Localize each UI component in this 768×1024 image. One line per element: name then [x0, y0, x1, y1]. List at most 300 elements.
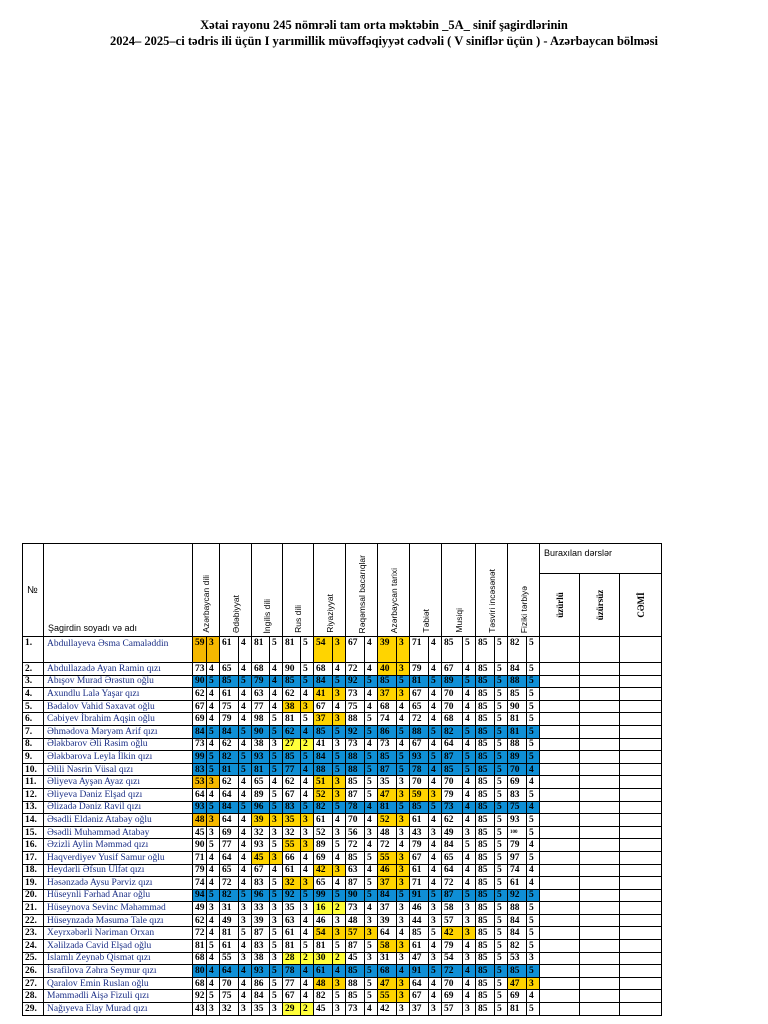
student-name: İslamlı Zeynəb Qismət qızı — [44, 952, 193, 965]
grade-cell: 5 — [495, 902, 508, 915]
grade-cell: 5 — [270, 889, 283, 902]
grade-cell: 3 — [397, 814, 410, 827]
score-cell: 71 — [410, 637, 429, 663]
score-cell: 85 — [508, 688, 527, 701]
grade-cell: 3 — [301, 839, 314, 852]
unexcused-absence-cell — [580, 1003, 620, 1016]
score-cell: 79 — [193, 864, 207, 877]
grade-cell: 5 — [495, 763, 508, 776]
grade-cell: 2 — [301, 952, 314, 965]
score-cell: 64 — [378, 927, 397, 940]
grade-cell: 4 — [207, 977, 220, 990]
grade-cell: 5 — [333, 990, 346, 1003]
row-number: 13. — [23, 801, 44, 814]
grade-cell: 3 — [397, 977, 410, 990]
total-absence-cell — [620, 788, 662, 801]
grade-cell: 4 — [429, 814, 442, 827]
grade-cell: 4 — [463, 864, 476, 877]
student-name: Həsənzadə Aysu Pərviz qızı — [44, 877, 193, 890]
grade-cell: 4 — [239, 864, 252, 877]
score-cell: 69 — [314, 851, 333, 864]
score-cell: 71 — [193, 851, 207, 864]
score-cell: 68 — [252, 663, 270, 676]
table-row — [23, 725, 662, 738]
grade-cell: 4 — [463, 990, 476, 1003]
score-cell: 85 — [476, 763, 495, 776]
grade-cell: 4 — [463, 663, 476, 676]
grade-cell: 5 — [270, 763, 283, 776]
grade-cell: 5 — [429, 751, 442, 764]
excused-absence-cell — [540, 713, 580, 726]
score-cell: 88 — [346, 713, 365, 726]
score-cell: 45 — [252, 851, 270, 864]
grade-cell: 5 — [333, 839, 346, 852]
table-row — [23, 965, 662, 978]
grade-cell: 5 — [527, 826, 540, 839]
grade-cell: 5 — [495, 751, 508, 764]
grade-cell: 5 — [527, 1003, 540, 1016]
score-cell: 66 — [283, 851, 301, 864]
grade-cell: 4 — [301, 990, 314, 1003]
grade-cell: 4 — [527, 990, 540, 1003]
score-cell: 84 — [314, 675, 333, 688]
score-cell: 62 — [283, 776, 301, 789]
total-absence-cell — [620, 851, 662, 864]
score-cell: 73 — [346, 902, 365, 915]
grade-cell: 4 — [429, 688, 442, 701]
score-cell: 71 — [410, 877, 429, 890]
grade-cell: 4 — [239, 851, 252, 864]
grade-cell: 4 — [207, 877, 220, 890]
score-cell: 81 — [508, 1003, 527, 1016]
student-name: Axundlu Lalə Yaşar qızı — [44, 688, 193, 701]
grade-cell: 5 — [333, 940, 346, 953]
student-name: Əliyeva Dəniz Elşad qızı — [44, 788, 193, 801]
score-cell: 84 — [220, 801, 239, 814]
score-cell: 30 — [314, 952, 333, 965]
grade-cell: 4 — [207, 864, 220, 877]
score-cell: 73 — [346, 1003, 365, 1016]
grade-cell: 5 — [495, 952, 508, 965]
grade-cell: 4 — [270, 688, 283, 701]
grade-cell: 5 — [270, 940, 283, 953]
table-row — [23, 675, 662, 688]
unexcused-absence-cell — [580, 952, 620, 965]
row-number: 10. — [23, 763, 44, 776]
excused-absence-cell — [540, 851, 580, 864]
grade-cell: 3 — [270, 914, 283, 927]
score-cell: 75 — [220, 700, 239, 713]
table-row — [23, 637, 662, 663]
score-cell: 85 — [476, 977, 495, 990]
score-cell: 75 — [346, 700, 365, 713]
row-number: 22. — [23, 914, 44, 927]
score-cell: 37 — [378, 902, 397, 915]
score-cell: 83 — [508, 788, 527, 801]
score-cell: 72 — [442, 877, 463, 890]
grade-cell: 3 — [397, 826, 410, 839]
score-cell: 48 — [378, 826, 397, 839]
score-cell: 70 — [508, 763, 527, 776]
score-cell: 81 — [283, 940, 301, 953]
score-cell: 72 — [346, 839, 365, 852]
grade-cell: 4 — [429, 713, 442, 726]
total-absence-cell — [620, 725, 662, 738]
grade-cell: 5 — [301, 889, 314, 902]
grade-cell: 4 — [239, 877, 252, 890]
score-cell: 85 — [476, 688, 495, 701]
score-cell: 37 — [410, 1003, 429, 1016]
row-number: 17. — [23, 851, 44, 864]
score-cell: 91 — [410, 889, 429, 902]
grade-cell: 4 — [429, 763, 442, 776]
grade-cell: 3 — [527, 952, 540, 965]
grade-cell: 4 — [207, 952, 220, 965]
score-cell: 45 — [314, 1003, 333, 1016]
score-cell: 85 — [442, 637, 463, 663]
score-cell: 44 — [410, 914, 429, 927]
grade-cell: 3 — [301, 902, 314, 915]
grades-table — [22, 543, 662, 1016]
row-number: 7. — [23, 725, 44, 738]
grade-cell: 4 — [365, 700, 378, 713]
grade-cell: 4 — [397, 700, 410, 713]
score-cell: 84 — [442, 839, 463, 852]
score-cell: 85 — [476, 725, 495, 738]
excused-absence-cell — [540, 914, 580, 927]
score-cell: 59 — [193, 637, 207, 663]
grade-cell: 3 — [365, 826, 378, 839]
unexcused-absence-cell — [580, 889, 620, 902]
score-cell: 47 — [378, 977, 397, 990]
score-cell: 64 — [410, 977, 429, 990]
score-cell: 38 — [252, 952, 270, 965]
grade-cell: 3 — [239, 902, 252, 915]
grade-cell: 5 — [207, 839, 220, 852]
grade-cell: 4 — [365, 688, 378, 701]
score-cell: 89 — [508, 751, 527, 764]
score-cell: 85 — [476, 713, 495, 726]
score-cell: 54 — [442, 952, 463, 965]
grade-cell: 4 — [301, 788, 314, 801]
score-cell: 68 — [193, 977, 207, 990]
grade-cell: 5 — [270, 990, 283, 1003]
score-cell: 90 — [193, 839, 207, 852]
grade-cell: 4 — [463, 738, 476, 751]
score-cell: 72 — [193, 927, 207, 940]
table-row — [23, 889, 662, 902]
student-name: Haqverdiyev Yusif Samur oğlu — [44, 851, 193, 864]
total-absence-cell — [620, 713, 662, 726]
grade-cell: 5 — [463, 889, 476, 902]
grade-cell: 4 — [527, 776, 540, 789]
grade-cell: 4 — [207, 788, 220, 801]
score-cell: 74 — [508, 864, 527, 877]
grade-cell: 5 — [495, 1003, 508, 1016]
score-cell: 67 — [193, 700, 207, 713]
grade-cell: 5 — [207, 940, 220, 953]
grade-cell: 4 — [270, 776, 283, 789]
student-name: Məmmədli Aişə Fizuli qızı — [44, 990, 193, 1003]
grade-cell: 5 — [527, 688, 540, 701]
score-cell: 81 — [252, 763, 270, 776]
row-number: 26. — [23, 965, 44, 978]
grade-cell: 5 — [207, 889, 220, 902]
score-cell: 85 — [346, 990, 365, 1003]
score-cell: 51 — [314, 776, 333, 789]
score-cell: 45 — [346, 952, 365, 965]
grade-cell: 4 — [301, 927, 314, 940]
grade-cell: 5 — [463, 763, 476, 776]
grade-cell: 5 — [463, 725, 476, 738]
score-cell: 85 — [314, 725, 333, 738]
row-number: 24. — [23, 940, 44, 953]
grade-cell: 5 — [527, 713, 540, 726]
score-cell: 64 — [220, 851, 239, 864]
grade-cell: 5 — [270, 927, 283, 940]
table-row — [23, 688, 662, 701]
row-number: 16. — [23, 839, 44, 852]
grade-cell: 3 — [301, 700, 314, 713]
score-cell: 61 — [314, 814, 333, 827]
score-cell: 73 — [442, 801, 463, 814]
grade-cell: 5 — [239, 675, 252, 688]
grade-cell: 4 — [365, 738, 378, 751]
excused-absences-header: üzürlü — [540, 574, 580, 637]
grade-cell: 5 — [207, 990, 220, 1003]
score-cell: 32 — [283, 826, 301, 839]
score-cell: 81 — [508, 725, 527, 738]
total-absence-cell — [620, 877, 662, 890]
score-cell: 46 — [410, 902, 429, 915]
score-cell: 33 — [252, 902, 270, 915]
grade-cell: 4 — [270, 700, 283, 713]
total-absence-cell — [620, 965, 662, 978]
score-cell: 85 — [346, 851, 365, 864]
excused-absence-cell — [540, 889, 580, 902]
score-cell: 63 — [346, 864, 365, 877]
score-cell: 37 — [378, 877, 397, 890]
score-cell: 67 — [252, 864, 270, 877]
score-cell: 88 — [410, 725, 429, 738]
total-absence-cell — [620, 738, 662, 751]
score-cell: 87 — [252, 927, 270, 940]
table-row — [23, 801, 662, 814]
score-cell: 70 — [442, 700, 463, 713]
grade-cell: 3 — [397, 1003, 410, 1016]
score-cell: 79 — [410, 663, 429, 676]
score-cell: 82 — [314, 990, 333, 1003]
score-cell: 81 — [378, 801, 397, 814]
grade-cell: 4 — [527, 864, 540, 877]
grade-cell: 5 — [495, 713, 508, 726]
grade-cell: 4 — [239, 814, 252, 827]
score-cell: 42 — [442, 927, 463, 940]
grade-cell: 5 — [527, 675, 540, 688]
grade-cell: 4 — [207, 965, 220, 978]
unexcused-absence-cell — [580, 940, 620, 953]
student-name: Hüseynzadə Məsumə Tale qızı — [44, 914, 193, 927]
student-name: Ələkbərova Leyla İlkin qızı — [44, 751, 193, 764]
score-cell: 40 — [378, 663, 397, 676]
row-number: 3. — [23, 675, 44, 688]
grade-cell: 3 — [207, 1003, 220, 1016]
grade-cell: 3 — [301, 877, 314, 890]
student-name: Hüseynova Sevinc Məhəmməd — [44, 902, 193, 915]
row-number: 28. — [23, 990, 44, 1003]
score-cell: 85 — [476, 889, 495, 902]
grade-cell: 5 — [333, 675, 346, 688]
grade-cell: 5 — [270, 977, 283, 990]
grade-cell: 3 — [429, 1003, 442, 1016]
grade-cell: 3 — [270, 738, 283, 751]
grade-cell: 4 — [429, 700, 442, 713]
score-cell: 79 — [508, 839, 527, 852]
unexcused-absence-cell — [580, 914, 620, 927]
score-cell: 90 — [283, 663, 301, 676]
score-cell: 78 — [410, 763, 429, 776]
total-absence-cell — [620, 637, 662, 663]
score-cell: 61 — [220, 940, 239, 953]
score-cell: 84 — [508, 914, 527, 927]
score-cell: 96 — [252, 801, 270, 814]
grade-cell: 5 — [527, 965, 540, 978]
grade-cell: 5 — [365, 889, 378, 902]
score-cell: 85 — [410, 801, 429, 814]
score-cell: 70 — [442, 688, 463, 701]
score-cell: 85 — [476, 776, 495, 789]
subject-header-nature: Təbiət — [410, 544, 442, 637]
excused-absence-cell — [540, 801, 580, 814]
grade-cell: 5 — [239, 927, 252, 940]
score-cell: 84 — [314, 751, 333, 764]
student-name: Qaralov Emin Ruslan oğlu — [44, 977, 193, 990]
total-absence-cell — [620, 864, 662, 877]
grade-cell: 5 — [365, 788, 378, 801]
score-cell: 38 — [252, 738, 270, 751]
unexcused-absence-cell — [580, 637, 620, 663]
excused-absence-cell — [540, 826, 580, 839]
grade-cell: 4 — [397, 927, 410, 940]
grade-cell: 5 — [527, 914, 540, 927]
grade-cell: 3 — [333, 776, 346, 789]
student-name: Hüseynli Fərhad Anar oğlu — [44, 889, 193, 902]
score-cell: 79 — [410, 839, 429, 852]
excused-absence-cell — [540, 965, 580, 978]
grade-cell: 4 — [333, 851, 346, 864]
score-cell: 80 — [193, 965, 207, 978]
score-cell: 99 — [314, 889, 333, 902]
grade-cell: 3 — [270, 902, 283, 915]
total-absence-cell — [620, 801, 662, 814]
score-cell: 85 — [476, 814, 495, 827]
score-cell: 53 — [508, 952, 527, 965]
grades-table-body — [23, 637, 662, 1016]
grade-cell: 5 — [333, 801, 346, 814]
grade-cell: 3 — [463, 902, 476, 915]
student-name: Abdullayeva Əsma Camaləddin — [44, 637, 193, 663]
score-cell: 85 — [476, 700, 495, 713]
grade-cell: 4 — [365, 663, 378, 676]
unexcused-absence-cell — [580, 902, 620, 915]
row-number: 9. — [23, 751, 44, 764]
grade-cell: 4 — [239, 688, 252, 701]
score-cell: 75 — [220, 990, 239, 1003]
grade-cell: 4 — [301, 977, 314, 990]
grade-cell: 3 — [301, 814, 314, 827]
score-cell: 70 — [346, 814, 365, 827]
unexcused-absence-cell — [580, 826, 620, 839]
grade-cell: 3 — [301, 826, 314, 839]
grade-cell: 4 — [463, 940, 476, 953]
table-row — [23, 851, 662, 864]
score-cell: 49 — [220, 914, 239, 927]
score-cell: 61 — [410, 940, 429, 953]
grade-cell: 5 — [365, 725, 378, 738]
grade-cell: 3 — [397, 851, 410, 864]
grade-cell: 5 — [495, 663, 508, 676]
grade-cell: 4 — [397, 839, 410, 852]
score-cell: 70 — [442, 776, 463, 789]
student-name: Əsədli Eldəniz Atabəy oğlu — [44, 814, 193, 827]
grade-cell: 4 — [239, 738, 252, 751]
score-cell: 54 — [314, 637, 333, 663]
unexcused-absence-cell — [580, 851, 620, 864]
score-cell: 87 — [378, 763, 397, 776]
score-cell: 68 — [378, 965, 397, 978]
grade-cell: 4 — [463, 801, 476, 814]
score-cell: 49 — [442, 826, 463, 839]
grade-cell: 5 — [495, 637, 508, 663]
score-cell: 28 — [283, 952, 301, 965]
grade-cell: 3 — [333, 738, 346, 751]
grade-cell: 4 — [527, 801, 540, 814]
grade-cell: 5 — [270, 965, 283, 978]
score-cell: 62 — [193, 914, 207, 927]
score-cell: 55 — [220, 952, 239, 965]
score-cell: 93 — [410, 751, 429, 764]
score-cell: 47 — [378, 788, 397, 801]
score-cell: 65 — [314, 877, 333, 890]
score-cell: 85 — [476, 1003, 495, 1016]
row-number: 11. — [23, 776, 44, 789]
grade-cell: 5 — [207, 751, 220, 764]
grade-cell: 3 — [429, 914, 442, 927]
grade-cell: 4 — [333, 877, 346, 890]
score-cell: 63 — [252, 688, 270, 701]
score-cell: 62 — [220, 738, 239, 751]
grade-cell: 4 — [239, 637, 252, 663]
score-cell: 85 — [476, 952, 495, 965]
grade-cell: 5 — [239, 889, 252, 902]
grade-cell: 5 — [270, 877, 283, 890]
score-cell: 62 — [283, 688, 301, 701]
grade-cell: 5 — [365, 675, 378, 688]
score-cell: 72 — [220, 877, 239, 890]
grade-cell: 4 — [207, 700, 220, 713]
grade-cell: 3 — [333, 1003, 346, 1016]
student-name: Bədəlov Vahid Səxavət oğlu — [44, 700, 193, 713]
score-cell: 83 — [252, 940, 270, 953]
missed-lessons-header: Buraxılan dərslər — [540, 544, 662, 574]
grade-cell: 5 — [270, 713, 283, 726]
grade-cell: 3 — [463, 826, 476, 839]
grade-cell: 4 — [239, 965, 252, 978]
subject-header-azerbaijani-language: Azərbaycan dili — [193, 544, 220, 637]
score-cell: 85 — [476, 751, 495, 764]
score-cell: 82 — [314, 801, 333, 814]
grade-cell: 5 — [527, 889, 540, 902]
